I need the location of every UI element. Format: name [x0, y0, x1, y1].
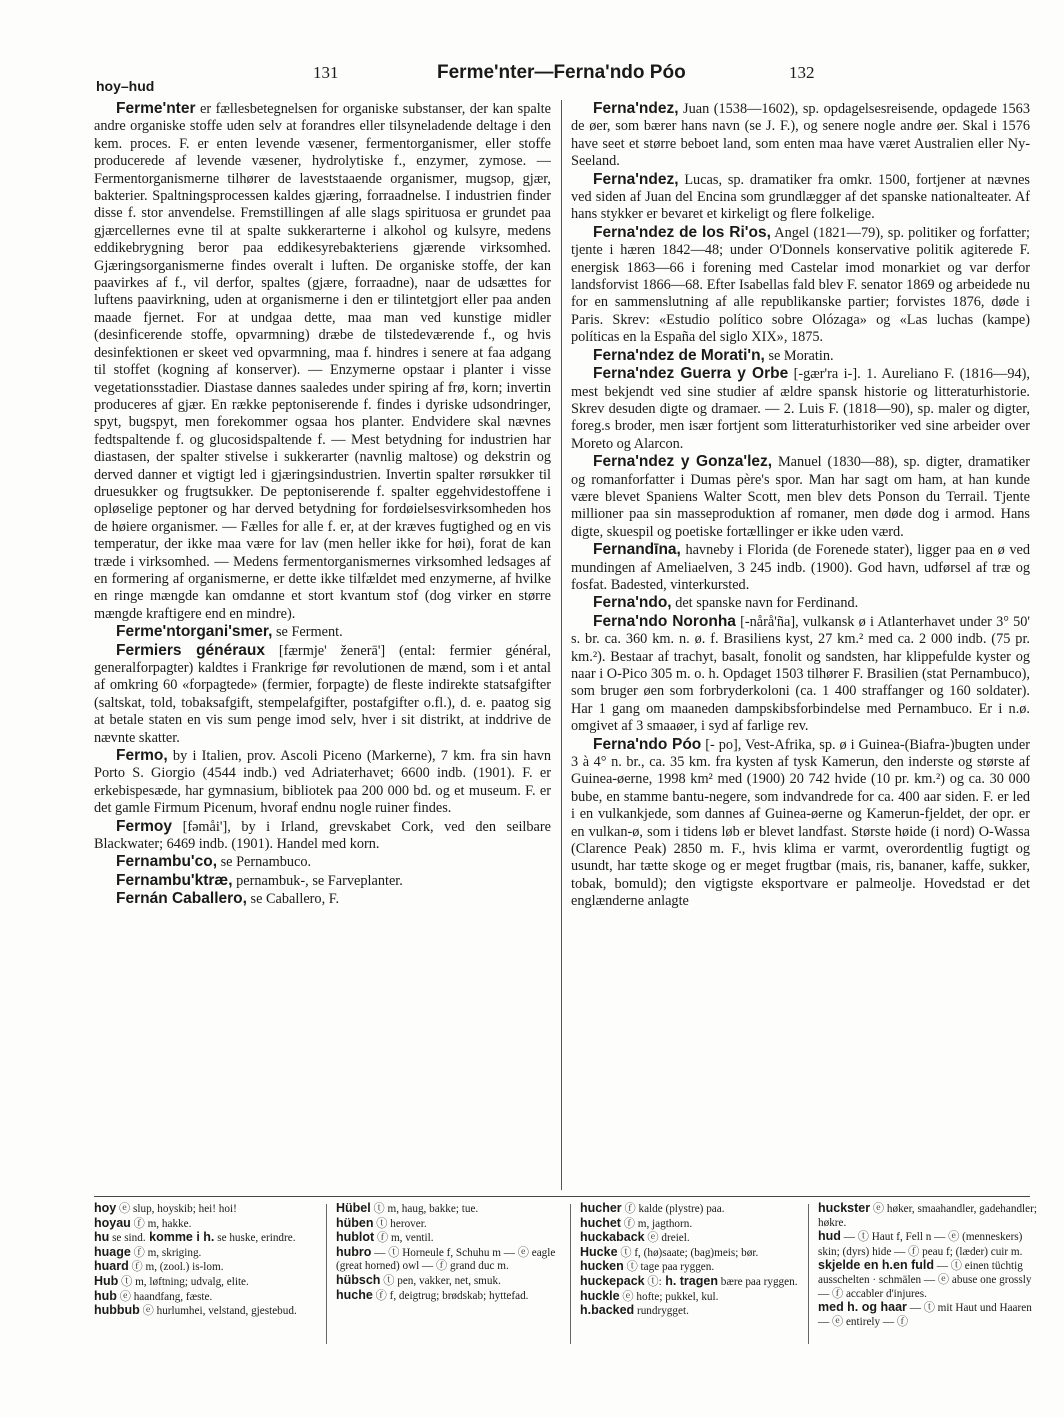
glossary-subword: skjelde en h.en fuld	[818, 1258, 934, 1273]
entry-headword: Ferna'ndez,	[593, 170, 679, 188]
dictionary-entry	[94, 872, 551, 890]
glossary-definition: ⓣ tage paa ryggen.	[623, 1261, 715, 1274]
entry-headword: Fernambu'ktræ,	[116, 871, 233, 889]
entry-text: se Moratin.	[768, 347, 834, 364]
glossary-column	[580, 1202, 805, 1319]
glossary-word: huche	[336, 1287, 373, 1302]
glossary-item	[580, 1304, 805, 1319]
entry-headword: Fernambu'co,	[116, 853, 218, 871]
entry-text: [fəmåi'], by i Irland, grevskabet Cork, ved den seilbare Blackwater; 6469 indb. (1901). Handel med korn.	[94, 818, 551, 853]
entry-headword: Ferna'ndo Noronha	[593, 612, 736, 630]
glossary-item	[336, 1246, 561, 1274]
glossary-word: Hub	[94, 1273, 119, 1288]
glossary-definition: — ⓣ Haut f, Fell n — ⓔ (menneskers) skin; (dyrs) hide — ⓕ peau f; (læder) cuir m.	[818, 1231, 1023, 1258]
glossary-word: huckaback	[580, 1230, 645, 1245]
glossary-definition: ⓔ dreiel.	[644, 1232, 690, 1245]
glossary-word: hub	[94, 1288, 117, 1303]
glossary-definition: ⓔ hurlumhei, velstand, gjestebud.	[139, 1305, 297, 1318]
glossary-item	[94, 1202, 319, 1217]
glossary-definition: ⓣ f, (hø)saate; (bag)meis; bør.	[617, 1246, 759, 1259]
glossary-subword: komme i h.	[145, 1230, 215, 1245]
glossary-word: huchet	[580, 1215, 621, 1230]
entry-text: se Caballero, F.	[250, 891, 340, 908]
entry-text: er fællesbetegnelsen for organiske substanser, der kan spalte andre organiske stoffe uden selv at forandres eller tilsyneladende deltage i den kem. proces. F. er enten levende væsener, fermentorganismer, eller stoffe producerede af levende væsener, hydrolytiske f., enzymer, zymose. — Fermentorganismerne tilhører de laveststaaende organismer, mugsop, gjær, bakterier. Spaltningsprocessen kaldes gjæring, forraadnelse. I industrien finder disse f. stor anvendelse. Fremstillingen af alle slags spirituosa er grundet paa gjærcellernes evne til at spalte sukkerarterne i alkohol og kulsyre, medens eddikebrygning beror paa eddikesyrebakteriens gjærende virksomhed. Gjæringsorganismerne findes overalt i luften. De organiske stoffe, der kan paavirkes af f., vil derfor, spaltes (gjære, forraadne), naar de udsættes for luftens paavirkning, uden at organismerne i den er tilintetgjort eller paa anden maade fjernet. For at undgaa dette, maa man ved kunstige midler (desinficerende stoffe, opvarmning) dræbe de tilstedeværende f., og hvis desinfektionen er skeet ved opvarmning, maa f. hindres i senere at faa adgang til stoffet (kogning af konserver). — Enzymerne opstaar i planter i visse vegetationsstadier. Diastase dannes saaledes under spiring af frø, korn; invertin produceres af gjær. En række peptoniserende f. findes i dyriske udsondringer, spyt, bugspyt, men forekommer ogsaa hos planter. Endvidere skal nævnes fedtspaltende f. og glucosidspaltende f. — Mest betydning for industrien har diastasen, der spalter stivelse i sukkerarter (navnlig maltose) og dekstrin og derved danner et vigtigt led i gjæringsindustrien. Invertin spalter rørsukker til druesukker og frugtsukker. De peptoniserende f. spalter eggehvidestoffene i opløselige peptoner og har derved betydning for fordøielsesvirksomheden hos de høiere organismer. — Fælles for alle f. er, at der kræves fugtighed og en vis temperatur, der ikke maa være for lav (men heller ikke for høi), forat de kan træde i virksomhed. — Medens fermentorganismernes virksomhed ledsages af en formering af organismerne, er dette ikke tilfældet med enzymerne, af hvilke en ringe mængde kan omdanne et stort kvantum stof (dog virker en større mængde kraftigere end en mindre).	[94, 101, 551, 622]
glossary-column	[336, 1202, 561, 1303]
footer-divider	[94, 1196, 1030, 1197]
page-header	[0, 0, 1064, 100]
left-column	[94, 100, 551, 1190]
glossary-definition: ⓕ m, ventil.	[374, 1232, 434, 1245]
entry-headword: Fermiers généraux	[116, 641, 265, 659]
glossary-item	[94, 1304, 319, 1319]
entry-text: Manuel (1830—88), sp. digter, dramatiker og romanforfatter i Dumas père's spor. Man har sagt om ham, at han kunde være blevet Spaniens Walter Scott, men blev dets Ponson du Terrail. Tjente millioner paa sin masseproduktion af romaner, men døde dog i armod. Hans digte, skuespil og poetiske fortællinger er ikke uden værd.	[571, 454, 1030, 540]
glossary-word: huckepack	[580, 1273, 645, 1288]
glossary-word: hoyau	[94, 1215, 131, 1230]
entry-headword: Ferme'ntorgani'smer,	[116, 623, 273, 641]
glossary-column	[818, 1202, 1043, 1329]
page-number-left: 131	[313, 63, 339, 82]
glossary-definition: ⓕ m, hakke.	[130, 1217, 192, 1230]
entry-headword: Ferna'ndo Póo	[593, 735, 702, 753]
entry-headword: Ferna'ndez de los Ri'os,	[593, 223, 771, 241]
glossary-word: hucken	[580, 1259, 624, 1274]
glossary-definition: ⓣ herover.	[373, 1217, 427, 1230]
entry-text: [-nårå'ña], vulkansk ø i Atlanterhavet under 3° 50' s. br. ca. 360 km. n. ø. f. Brasiliens kyst, 27 km.² med ca. 2 000 indb. (75 pr. km.²). Bestaar af trachyt, basalt, fonolit og sandsten, har klippefulde kyster og naar i O-Pico 305 m. o. h. Opdaget 1503 tilhører F. Brasilien (stat Pernambuco), som bruger øen som forbryderkoloni (ca. 1 400 straffanger og 160 soldater). Har 1 gang om maaneden dampskibsforbindelse med Pernambuco. Er i n.ø. omgivet af 3 smaaøer, i syd af farlige rev.	[571, 613, 1030, 735]
entry-text: Lucas, sp. dramatiker fra omkr. 1500, fortjener at nævnes ved siden af Juan del Encina som grundlægger af det spanske nationalteater. Af hans stykker er bevaret et kirkeligt og flere folkelige.	[571, 171, 1030, 223]
glossary-definition: ⓣ m, haug, bakke; tue.	[370, 1203, 479, 1215]
dictionary-entry	[571, 453, 1030, 541]
glossary-word: Hübel	[336, 1201, 371, 1215]
glossary-word: huard	[94, 1259, 129, 1274]
glossary-item	[94, 1231, 319, 1246]
glossary-separator	[808, 1204, 809, 1344]
glossary-item	[580, 1246, 805, 1261]
glossary-subdefinition: — ⓣ einen tüchtig ausschelten · schmälen — ⓔ abuse one grossly — ⓕ accabler d'injures.	[818, 1260, 1032, 1300]
dictionary-entry	[571, 594, 1030, 612]
page-number-right: 132	[789, 63, 815, 82]
glossary-definition: se sind.	[109, 1232, 146, 1245]
entry-headword: Ferna'ndez,	[593, 100, 679, 117]
entry-headword: Fermoy	[116, 817, 172, 835]
dictionary-entry	[94, 623, 551, 641]
glossary-word: huckle	[580, 1288, 620, 1303]
glossary-word: hoy	[94, 1201, 117, 1215]
entry-headword: Ferna'ndez y Gonza'lez,	[593, 453, 773, 471]
entry-text: [færmje' ženerā'] (ental: fermier général, generalforpagter) kaldtes i Frankrige før revolutionen de mænd, som i et antal af omkring 60 «forpagtede» (fermier, forpagte) de fleste indirekte statsafgifter (saltskat, told, tobaksafgift, stempelafgifter, postafgifter o.fl.), d. e. paatog sig at betale staten en vis sum penge imod selv, hver i sit distrikt, at inddrive de nævnte skatter.	[94, 642, 551, 746]
dictionary-entry	[571, 347, 1030, 365]
right-column	[571, 100, 1030, 1190]
dictionary-entry	[94, 853, 551, 871]
glossary-definition: ⓣ m, løftning; udvalg, elite.	[118, 1275, 249, 1288]
glossary-item	[580, 1217, 805, 1232]
glossary-definition: ⓔ haandfang, fæste.	[116, 1290, 213, 1303]
glossary-subdefinition: se huske, erindre.	[214, 1232, 296, 1245]
glossary-definition: ⓕ f, deigtrug; brødskab; hyttefad.	[372, 1289, 529, 1302]
glossary-item	[94, 1246, 319, 1261]
entry-headword: Ferna'ndo,	[593, 594, 672, 612]
glossary-separator	[570, 1204, 571, 1344]
dictionary-entry	[94, 890, 551, 908]
glossary-item	[580, 1202, 805, 1217]
glossary-word: hucher	[580, 1201, 622, 1215]
column-divider	[561, 100, 562, 1190]
running-title: Ferme'nter—Ferna'ndo Póo	[437, 62, 686, 83]
glossary-item	[336, 1217, 561, 1232]
glossary-definition: ⓔ slup, hoyskib; hei! hoi!	[116, 1203, 237, 1215]
entry-headword: Fermo,	[116, 747, 168, 765]
glossary-item	[818, 1230, 1043, 1301]
glossary-definition: ⓣ pen, vakker, net, smuk.	[380, 1274, 501, 1287]
glossary-definition: ⓔ høker, smaahandler, gadehandler; høkre.	[818, 1203, 1037, 1229]
entry-text: Juan (1538—1602), sp. opdagelsesreisende, opdagede 1563 de øer, som bærer hans navn (se J. F.), og senere nogle andre øer. Skal i 1576 have seet et større beboet land, som enten maa have været Australien eller Ny-Seeland.	[571, 101, 1030, 170]
glossary-word: hublot	[336, 1230, 375, 1245]
dictionary-entry	[94, 818, 551, 854]
entry-headword: Ferme'nter	[116, 100, 196, 117]
entry-text: Angel (1821—79), sp. politiker og forfatter; tjente i hæren 1842—48; under O'Donnels konservative politik agiterede F. energisk 1863—66 i forening med Castelar imod monarkiet og var derfor landsforvist 1866—68. Efter Isabellas fald blev F. senator 1869 og arbeidede nu for en sammenslutning af alle republikanske partier; forvistes 1876, døde i Paris. Skrev: «Estudio político sobre Olózaga» og «Las luchas (kampe) políticas en la España del siglo XIX», 1875.	[571, 224, 1030, 346]
dictionary-entry	[571, 613, 1030, 736]
entry-text: pernambuk-, se Farveplanter.	[236, 872, 403, 889]
glossary-word: hubbub	[94, 1303, 140, 1318]
entry-text: se Ferment.	[275, 624, 343, 641]
glossary-subdefinition: bære paa ryggen.	[717, 1275, 798, 1288]
glossary-item	[580, 1275, 805, 1290]
entry-headword: Ferna'ndez de Morati'n,	[593, 346, 765, 364]
dictionary-entry	[571, 365, 1030, 453]
glossary-definition: ⓕ kalde (plystre) paa.	[621, 1203, 725, 1215]
glossary-definition: ⓕ m, jagthorn.	[620, 1217, 693, 1230]
glossary-definition: ⓣ:	[644, 1275, 662, 1288]
glossary-separator	[326, 1204, 327, 1344]
glossary-word: hüben	[336, 1215, 374, 1230]
glossary-item	[336, 1274, 561, 1289]
entry-headword: Fernandīna,	[593, 541, 681, 559]
glossary-item	[94, 1290, 319, 1305]
entry-headword: Fernán Caballero,	[116, 890, 247, 908]
glossary-item	[580, 1290, 805, 1305]
dictionary-entry	[571, 736, 1030, 911]
dictionary-entry	[571, 224, 1030, 347]
glossary-footer	[94, 1201, 1037, 1352]
glossary-word: med h. og haar	[818, 1300, 907, 1315]
glossary-item	[336, 1202, 561, 1217]
glossary-definition: — ⓣ mit Haut und Haaren — ⓔ entirely — ⓕ	[818, 1302, 1032, 1328]
entry-text: se Pernambuco.	[220, 854, 312, 871]
glossary-word: hu	[94, 1230, 110, 1245]
glossary-item	[580, 1231, 805, 1246]
entry-text: by i Italien, prov. Ascoli Piceno (Markerne), 7 km. fra sin havn Porto S. Giorgio (4544 indb.) ved Adriaterhavet; 6600 indb. (1901). F. er erkebispesæde, har gymnasium, bibliotek paa 200 000 bd. og et museum. F. er det gamle Firmum Picenum, hvoraf endnu nogle ruiner findes.	[94, 748, 551, 817]
glossary-item	[336, 1289, 561, 1304]
glossary-word: huage	[94, 1244, 131, 1259]
entry-headword: Ferna'ndez Guerra y Orbe	[593, 365, 789, 383]
glossary-item	[818, 1202, 1043, 1230]
glossary-item	[818, 1301, 1043, 1329]
entry-text: [- po], Vest-Afrika, sp. ø i Guinea-(Biafra-)bugten under 3 à 4° n. br., ca. 35 km. fra kysten af tysk Kamerun, den inderste og største af Guinea-øerne, 1998 km² med (1900) 20 742 hvide (10 pr. km.²) og ca. 30 000 bube, en stamme bantu-negere, som indvandrede for ca. 400 aar siden. F. er led i en vulkankjede, som dannes af Guinea-øerne og Kamerun-fjeldet, der opr. er en vulkan-ø, som i tidens løb er blevet landfast. Største høide (i nord) O-Wassa (Clarence Peak) 2850 m. F., hvis klima er varmt, overordentlig fugtigt og usundt, har tætte skoge og er meget frugtbar (mais, ris, bananer, kaffe, sukker, tobak, bomuld); den vigtigste eksportvare er palmeolje. Hovedstad er det englænderne anlagte	[571, 736, 1030, 910]
glossary-definition: rundrygget.	[634, 1305, 689, 1318]
dictionary-entry	[571, 171, 1030, 224]
glossary-word: Hucke	[580, 1244, 618, 1259]
glossary-definition: ⓕ m, skriging.	[130, 1246, 202, 1259]
entry-text: havneby i Florida (de Forenede stater), ligger paa en ø ved mundingen af Ameliaelven, 3 245 indb. (1900). God havn, udførsel af træ og fosfat. Badested, vinterkursted.	[571, 542, 1030, 593]
dictionary-entry	[571, 541, 1030, 594]
glossary-item	[94, 1217, 319, 1232]
glossary-item	[94, 1275, 319, 1290]
glossary-word: huckster	[818, 1201, 871, 1215]
entry-text: [-gær'ra i-]. 1. Aureliano F. (1816—94), mest bekjendt ved sine studier af ældre spansk historie og litteraturhistorie. Skrev desuden digte og dramaer. — 2. Luis F. (1818—90), sp. maler og digter, foreg.s broder, men især fortjent som litteraturhistoriker ved sine arbeider over Moreto og Alarcon.	[571, 366, 1030, 452]
dictionary-entry	[571, 100, 1030, 171]
entry-text: det spanske navn for Ferdinand.	[675, 595, 859, 612]
glossary-item	[94, 1260, 319, 1275]
glossary-definition: ⓔ hofte; pukkel, kul.	[619, 1290, 719, 1303]
glossary-definition: ⓕ m, (zool.) is-lom.	[128, 1261, 224, 1274]
glossary-word: hud	[818, 1229, 841, 1244]
glossary-definition: — ⓣ Horneule f, Schuhu m — ⓔ eagle (great horned) owl — ⓕ grand duc m.	[336, 1246, 556, 1273]
guide-words: hoy–hud	[96, 78, 155, 94]
glossary-item	[336, 1231, 561, 1246]
glossary-column	[94, 1202, 319, 1319]
dictionary-entry	[94, 747, 551, 818]
glossary-word: hubro	[336, 1244, 372, 1259]
dictionary-entry	[94, 642, 551, 747]
glossary-word: hübsch	[336, 1272, 381, 1287]
glossary-word: h.backed	[580, 1303, 635, 1318]
dictionary-entry	[94, 100, 551, 623]
glossary-subword: h. tragen	[661, 1273, 718, 1288]
glossary-item	[580, 1260, 805, 1275]
